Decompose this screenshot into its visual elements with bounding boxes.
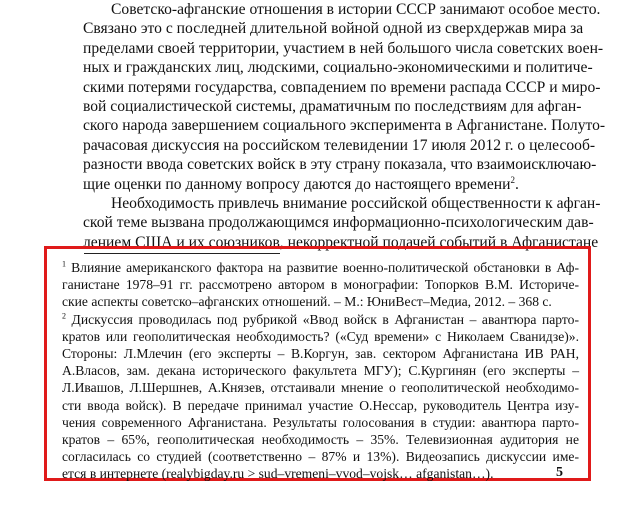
body-line: вой социалистической системы, драматичным по последствиям для афган- xyxy=(83,97,582,115)
body-line: ных и гражданских лиц, людскими, социально-экономическими и политиче- xyxy=(83,59,593,77)
footnote-text: Влияние американского фактора на развитие военно-политической обстановки в Аф- xyxy=(66,260,579,275)
footnote-text: Дискуссия проводилась под рубрикой «Ввод войск в Афганистан – авантюра парто- xyxy=(66,311,579,327)
body-line: разности ввода советских войск в эту страну показала, что взаимоисключаю- xyxy=(83,156,597,174)
footnote-line: кратов или геополитическая необходимость? («Суд времени» с Николаем Сванидзе)». xyxy=(62,328,579,344)
footnote-1 xyxy=(62,259,579,311)
footnotes-section xyxy=(62,259,579,482)
footnote-ref-2[interactable]: 2 xyxy=(510,174,515,185)
sentence-end: . xyxy=(514,175,519,193)
footnote-line-with-link: ется в интернете (realybigday.ru > sud–vremeni–vvod–vojsk… afganistan…). xyxy=(62,466,494,482)
body-line: пределами своей территории, участием в ней большого числа советских воен- xyxy=(83,39,604,57)
footnote-line: сти ввода войск). В передаче принимал участие О.Нессар, руководитель Центра изу- xyxy=(62,397,579,413)
paragraph-2 xyxy=(83,194,601,252)
footnote-mark-2: 2 xyxy=(62,311,66,321)
footnote-2 xyxy=(62,311,579,483)
body-line: Необходимость привлечь внимание российской общественности к афган- xyxy=(111,194,601,212)
footnote-line xyxy=(62,259,579,276)
footnote-line: кратов – 65%, геополитическая необходимость – 35%. Телевизионная аудитория не xyxy=(62,431,579,447)
body-line-text: щие оценки по данному вопросу даются до настоящего времени xyxy=(83,175,511,193)
footnote-line: А.Власов, зам. декана исторического факультета МГУ); С.Кургинян (его эксперты – xyxy=(62,363,579,379)
footnote-line: чения современного Афганистана. Результаты голосования в студии: авантюра парто- xyxy=(62,414,579,430)
footnote-line: Стороны: Л.Млечин (его эксперты – В.Коргун, зав. сектором Афганистана ИВ РАН, xyxy=(62,345,579,361)
paragraph-1 xyxy=(83,0,606,194)
body-line: ского народа завершением социального эксперимента в Афганистане. Полуто- xyxy=(83,117,606,135)
footnote-mark-1: 1 xyxy=(62,259,66,269)
body-line: рачасовая дискуссия на российском телевидении 17 июля 2012 г. о целесооб- xyxy=(83,136,596,154)
body-line-with-footnote-ref xyxy=(83,175,577,194)
body-line: Советско-афганские отношения в истории СССР занимают особое место. xyxy=(111,1,601,18)
body-line: лением США и их союзников, некорректной подачей событий в Афганистане xyxy=(83,233,599,251)
footnote-line: Л.Ивашов, Л.Шершнев, А.Князев, отстаивали мнение о геополитической необходимо- xyxy=(62,380,579,396)
footnote-line: ганистане 1978–91 гг. рассмотрено автором в монографии: Топорков В.М. Историче- xyxy=(62,277,579,293)
footnote-line xyxy=(62,311,579,328)
page-number: 5 xyxy=(556,465,563,480)
body-line: Связано это с последней длительной войной одной из сверхдержав мира за xyxy=(83,20,584,38)
body-line: ской теме вызвана продолжающимся информационно-психологическим дав- xyxy=(83,214,594,232)
body-line: скими потерями государства, совпадением по времени распада СССР и миро- xyxy=(83,78,601,96)
footnote-line: ские аспекты советско–афганских отношений. – М.: ЮниВест–Медиа, 2012. – 368 с. xyxy=(62,294,552,310)
main-body-text xyxy=(83,0,606,252)
footnote-line: согласилась со студией (соответственно – 87% и 13%). Видеозапись дискуссии име- xyxy=(62,449,579,465)
